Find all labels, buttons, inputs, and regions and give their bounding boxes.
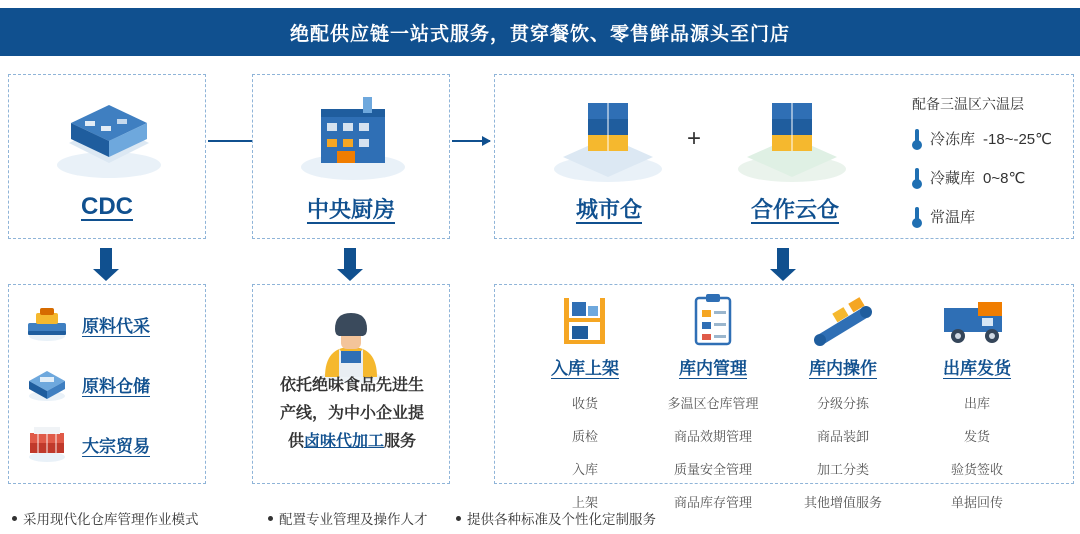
arrow-down-warehouse-services: [777, 248, 789, 270]
procurement-label-1: 原料仓储: [82, 376, 150, 396]
procurement-item-raw-storage[interactable]: [24, 365, 150, 403]
temperature-row-frozen: [912, 128, 1052, 149]
temperature-row-chilled: [912, 167, 1025, 188]
shelf-icon: [558, 292, 614, 350]
service-item-2-3: 其他增值服务: [803, 495, 882, 510]
thermometer-icon: [912, 207, 922, 227]
service-item-3-0: 出库: [963, 396, 990, 411]
kitchen-text-suffix: 服务: [384, 433, 417, 450]
arrow-down-procurement: [100, 248, 112, 270]
service-column-inbound: [520, 292, 650, 511]
bullet-icon: [12, 516, 17, 521]
footnote-2: [456, 508, 656, 528]
procurement-label-0: 原料代采: [82, 316, 150, 336]
clipboard-icon: [686, 292, 742, 350]
service-item-1-1: 商品效期管理: [673, 429, 752, 444]
stacked-goods-icon-city: [543, 91, 673, 187]
footnote-0: [12, 508, 199, 528]
central-kitchen-container: [252, 74, 450, 239]
central-kitchen-label: 中央厨房: [306, 197, 395, 222]
conveyor-icon: [810, 296, 876, 350]
service-item-3-3: 单据回传: [950, 495, 1003, 510]
temperature-title: 配备三温区六温层: [912, 96, 1024, 112]
service-item-3-1: 发货: [963, 429, 990, 444]
cdc-label: CDC: [81, 193, 133, 220]
arrow-kitchen-to-warehouse: [452, 140, 490, 142]
containers-icon: [24, 425, 70, 463]
service-item-1-3: 商品库存管理: [673, 495, 752, 510]
temperature-name-ambient: 常温库: [930, 209, 976, 226]
page-banner: [0, 8, 1080, 56]
service-item-0-3: 上架: [571, 495, 598, 510]
service-item-3-2: 验货签收: [950, 462, 1003, 477]
kitchen-text-line-3: [272, 428, 432, 456]
service-item-2-1: 商品装卸: [816, 429, 869, 444]
arrow-down-kitchen: [344, 248, 356, 270]
temperature-row-ambient: [912, 206, 975, 227]
cdc-container: [8, 74, 206, 239]
banner-title: 绝配供应链一站式服务，贯穿餐饮、零售鲜品源头至门店: [289, 23, 790, 45]
temperature-value-frozen: -18~-25℃: [983, 130, 1052, 148]
kitchen-text-link[interactable]: 卤味代加工: [303, 433, 384, 450]
service-title-0: 入库上架: [551, 359, 619, 378]
stacked-goods-icon-cloud: [727, 91, 857, 187]
procurement-item-bulk-trade[interactable]: [24, 425, 150, 463]
warehouse-box-icon: [24, 365, 70, 403]
service-title-1: 库内管理: [679, 359, 747, 378]
kitchen-text-line-1: 依托绝味食品先进生: [279, 377, 424, 394]
service-item-0-2: 入库: [571, 462, 598, 477]
scale-icon: [24, 305, 70, 343]
worker-icon: [311, 297, 391, 383]
service-title-2: 库内操作: [809, 359, 877, 378]
thermometer-icon: [912, 129, 922, 149]
service-item-1-2: 质量安全管理: [673, 462, 752, 477]
service-column-operations: [778, 292, 908, 511]
temperature-name-chilled: 冷藏库: [930, 170, 976, 187]
service-column-management: [648, 292, 778, 511]
footnote-text-1: 配置专业管理及操作人才: [279, 512, 428, 527]
thermometer-icon: [912, 168, 922, 188]
service-item-2-2: 加工分类: [816, 462, 869, 477]
service-item-0-0: 收货: [571, 396, 598, 411]
bullet-icon: [268, 516, 273, 521]
temperature-name-frozen: 冷冻库: [930, 131, 976, 148]
temperature-value-chilled: 0~8℃: [983, 169, 1026, 187]
cloud-warehouse-label: 合作云仓: [750, 197, 839, 222]
footnote-text-2: 提供各种标准及个性化定制服务: [467, 512, 656, 527]
procurement-label-2: 大宗贸易: [82, 436, 150, 456]
footnote-text-0: 采用现代化仓库管理作业模式: [23, 512, 199, 527]
kitchen-text-line-2: 产线，为中小企业提: [279, 405, 424, 422]
plus-sign: +: [687, 125, 702, 152]
kitchen-service-text: [272, 372, 432, 456]
truck-icon: [942, 298, 1012, 348]
factory-icon: [293, 89, 413, 185]
procurement-item-raw-purchase[interactable]: [24, 305, 150, 343]
service-item-1-0: 多温区仓库管理: [667, 396, 759, 411]
warehouse-icon: [49, 93, 169, 183]
service-column-outbound: [912, 292, 1042, 511]
service-item-2-0: 分级分拣: [816, 396, 869, 411]
service-item-0-1: 质检: [571, 429, 598, 444]
kitchen-text-prefix: 供: [287, 433, 304, 450]
city-warehouse-label: 城市仓: [575, 197, 642, 222]
service-title-3: 出库发货: [943, 359, 1011, 378]
footnote-1: [268, 508, 428, 528]
bullet-icon: [456, 516, 461, 521]
